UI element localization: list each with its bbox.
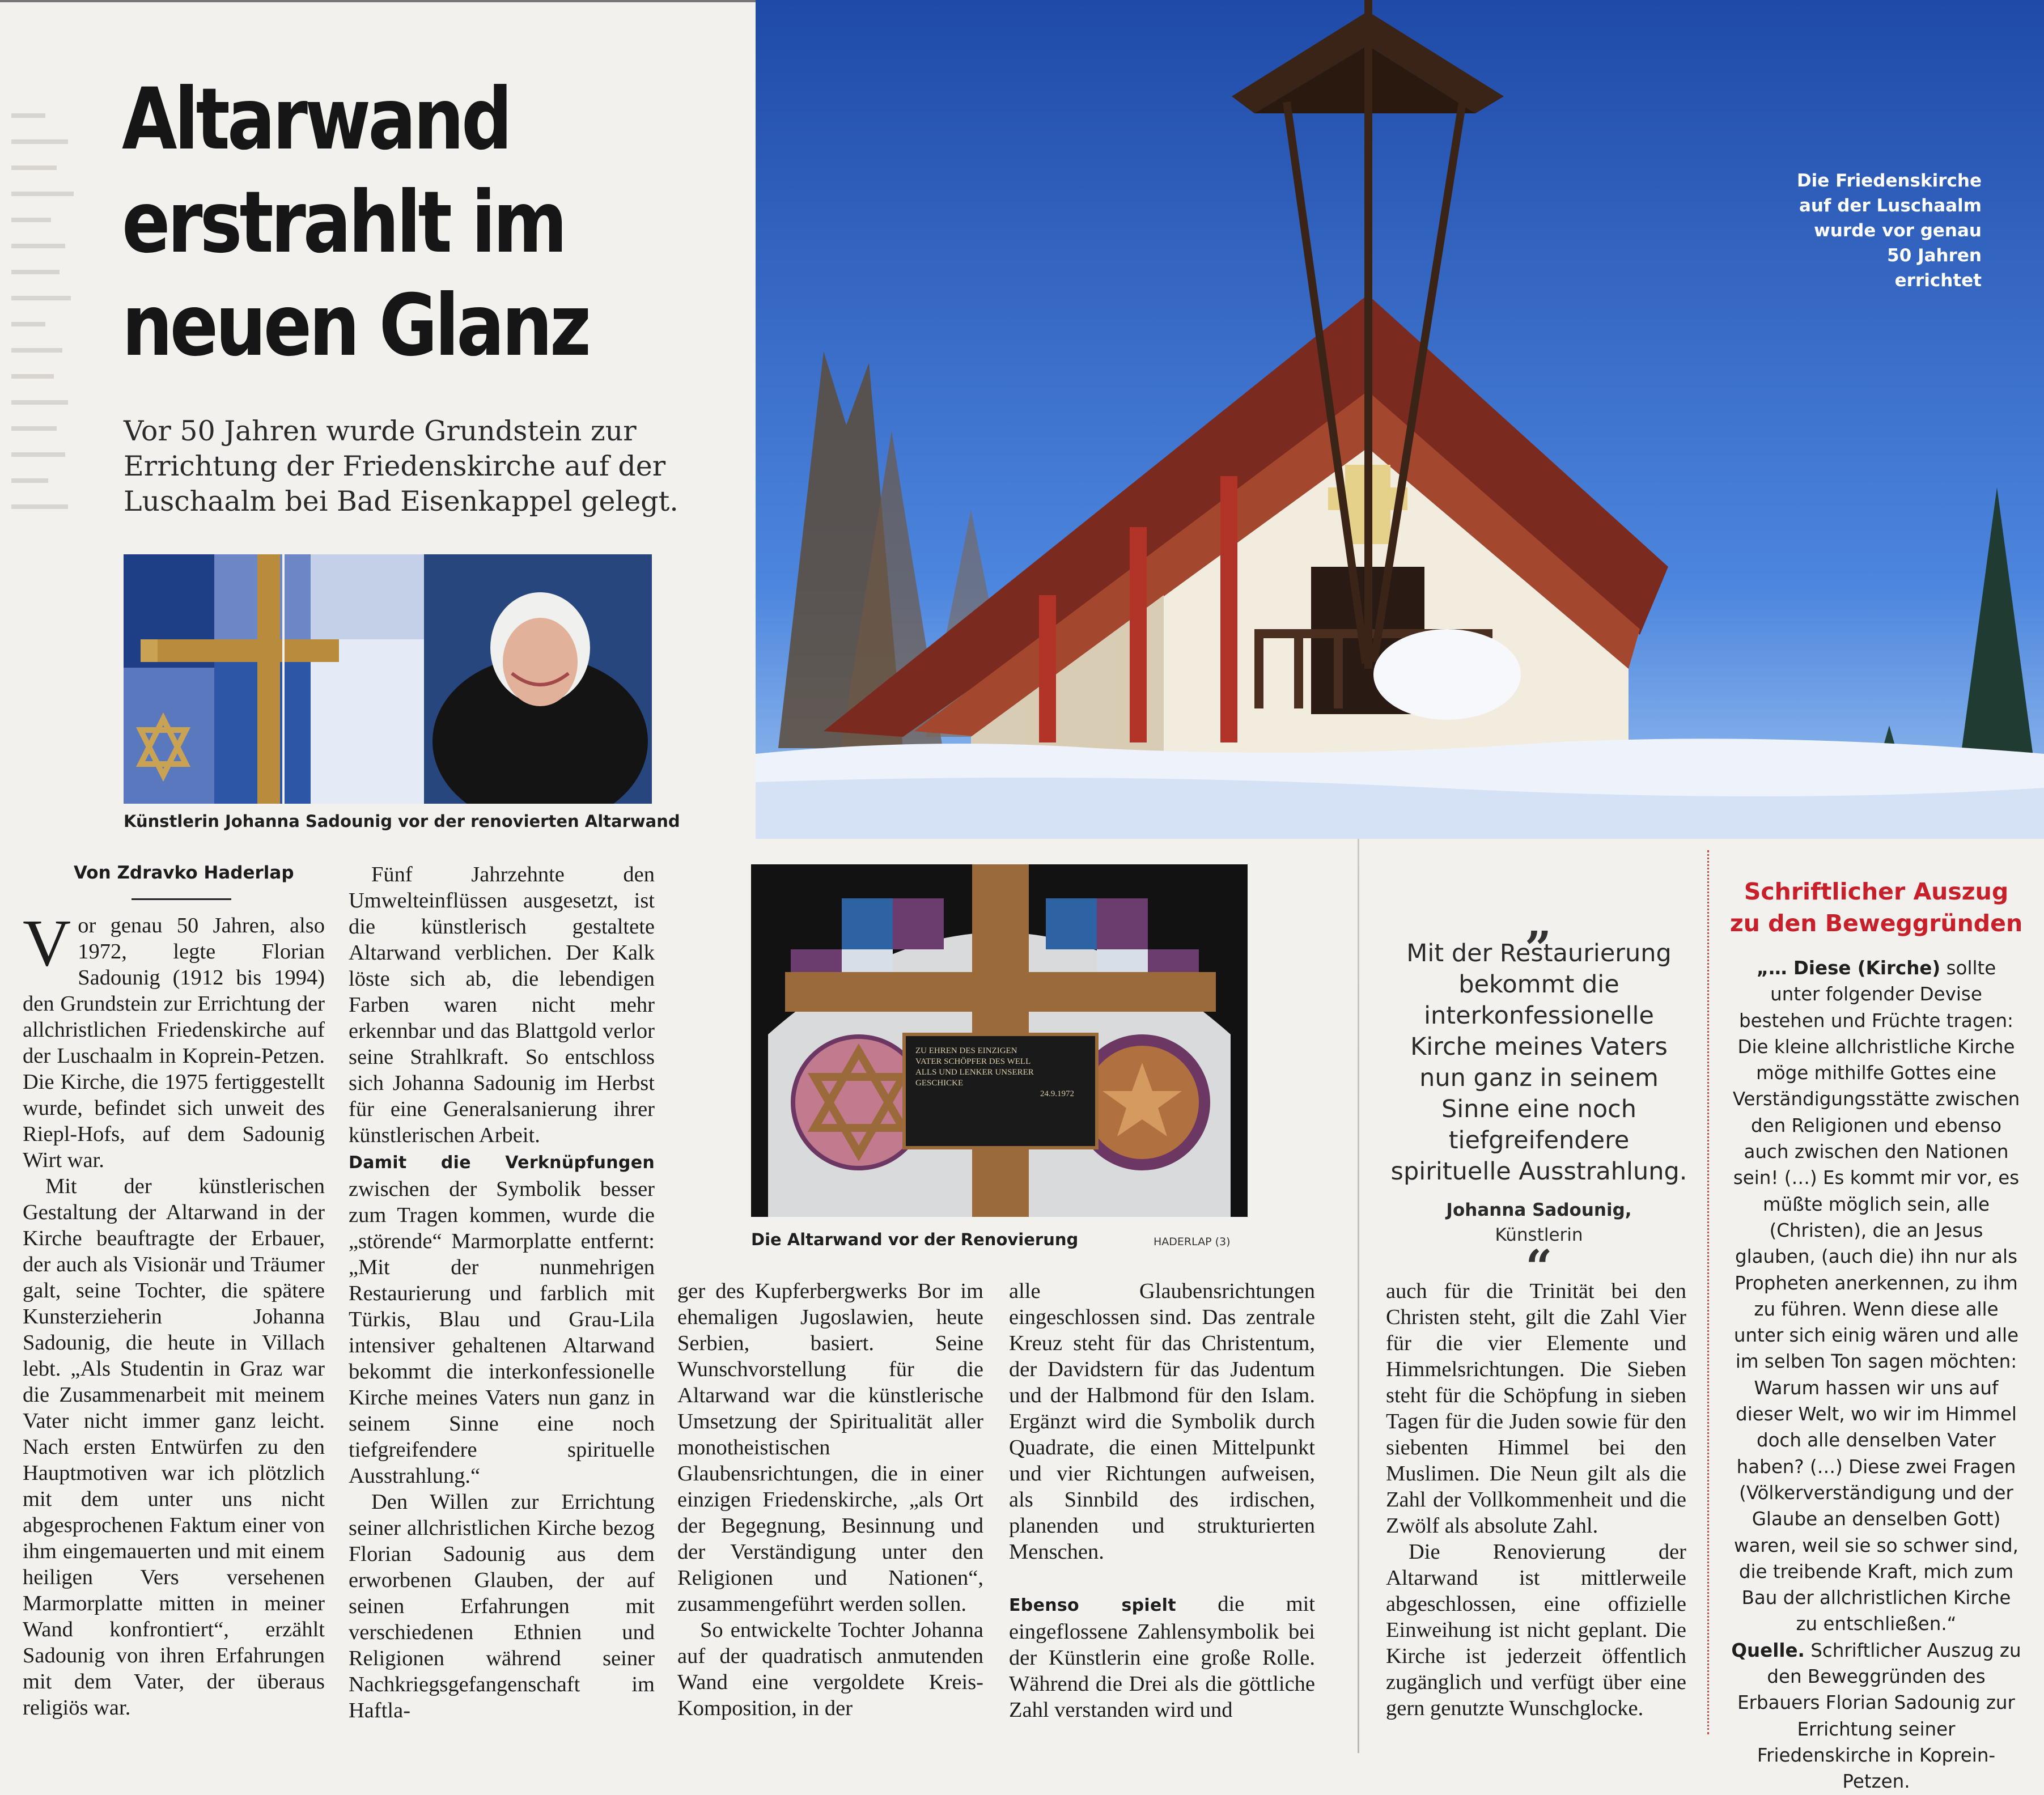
col5-paragraph-2: Die Renovierung der Altarwand ist mittlerweile abgeschlossen, eine offizielle Einweihung ist nicht geplant. Die Kirche ist jederzeit öffentlich zugänglich und verfügt über eine gern genutzte Wunschglocke. — [1386, 1540, 1686, 1720]
headline-line-1: Altarwand — [122, 70, 510, 169]
headline — [122, 68, 617, 377]
quote-close-mark: “ — [1525, 1240, 1553, 1295]
marble-plaque-text — [915, 1046, 1085, 1100]
byline: Von Zdravko Haderlap — [74, 863, 294, 883]
text-column-3 — [677, 1278, 983, 1721]
photo-credit: HADERLAP (3) — [1154, 1236, 1231, 1248]
col2-run-in: Damit die Verknüpfungen — [349, 1153, 655, 1173]
sidebar-heading-line-1: Schriftlicher Auszug — [1744, 878, 2009, 905]
headline-line-3: neuen Glanz — [122, 277, 589, 375]
pull-quote — [1386, 895, 1692, 1295]
text-column-1 — [23, 906, 325, 1721]
quote-open-mark: „ — [1525, 895, 1553, 949]
col3-paragraph-1: ger des Kupferbergwerks Bor im ehemaligen Jugoslawien, heute Serbien, basiert. Seine Wunschvorstellung für die Altarwand war die künstlerische Umsetzung der Spiritualität aller monotheistischen Glaubensrichtungen, die in einer einzigen Friedenskirche, „als Ort der Begegnung, Besinnung und der Verständigung unter den Religionen und Nationen“, zusammengeführt werden sollen. — [677, 1279, 983, 1616]
quote-role: Künstlerin — [1495, 1225, 1583, 1245]
sidebar-source: Schriftlicher Auszug zu den Beweggründen des Erbauers Florian Sadounig zur Errichtung seiner Friedenskirche in Koprein-Petzen. — [1737, 1639, 2021, 1793]
altar-photo — [751, 864, 1248, 1217]
col3-paragraph-2: So entwickelte Tochter Johanna auf der quadratisch anmutenden Wand eine vergoldete Kreis-Komposition, in der — [677, 1618, 983, 1720]
church-caption-line-2: auf der Luschaalm — [1799, 196, 1982, 216]
quote-text: Mit der Restaurierung bekommt die interkonfessionelle Kirche meines Vaters nun ganz in seinem Sinne eine noch tiefgreifendere spirituelle Ausstrahlung. — [1390, 939, 1687, 1186]
text-column-5 — [1386, 1278, 1686, 1721]
plaque-line-2: VATER SCHÖPFER DES WELL — [915, 1057, 1031, 1066]
headline-line-2: erstrahlt im — [122, 173, 565, 272]
portrait-photo — [124, 554, 652, 804]
col2-paragraph-3: Den Willen zur Errichtung seiner allchristlichen Kirche bezog Florian Sadounig aus dem erworbenen Glauben, der auf seinen Erfahrungen mit verschiedenen Ethnien und Religionen während seiner Nachkriegsgefangenschaft im Haftla- — [349, 1490, 655, 1722]
church-caption-line-1: Die Friedenskirche — [1796, 171, 1982, 191]
lead-paragraph: Vor 50 Jahren wurde Grundstein zur Errichtung der Friedenskirche auf der Luschaalm bei Bad Eisenkappel gelegt. — [124, 415, 678, 517]
sidebar-heading — [1723, 876, 2029, 939]
altar-caption: Die Altarwand vor der Renovierung — [751, 1230, 1079, 1249]
sidebar-quote-open: „… Diese (Kirche) — [1756, 957, 1941, 979]
left-page-remnant — [0, 113, 79, 793]
col2-paragraph-1: Fünf Jahrzehnte den Umwelteinflüssen ausgesetzt, ist die künstlerisch gestaltete Altarwand verblichen. Der Kalk löste sich ab, die lebendigen Farben waren nicht mehr erkennbar und das Blattgold verlor seine Strahlkraft. So entschloss sich Johanna Sadounig im Herbst für eine Generalsanierung ihrer künstlerischen Arbeit. — [349, 863, 655, 1147]
col2-paragraph-2: zwischen der Symbolik besser zum Tragen kommen, wurde die „störende“ Marmorplatte entfernt: „Mit der nunmehrigen Restaurierung und farblich mit Türkis, Blau und Grau-Lila intensiver gehaltenen Altarwand bekommt die interkonfessionelle Kirche meines Vaters nun ganz in seinem Sinne eine noch tiefgreifendere spirituelle Ausstrahlung.“ — [349, 1177, 655, 1488]
sidebar-heading-line-2: zu den Beweggründen — [1729, 910, 2023, 937]
plaque-line-4: GESCHICKE — [915, 1079, 964, 1088]
col1-paragraph-1: or genau 50 Jahren, also 1972, legte Florian Sadounig (1912 bis 1994) den Grundstein zur Errichtung der allchristlichen Friedenskirche auf der Luschaalm in Koprein-Petzen. Die Kirche, die 1975 fertiggestellt wurde, befindet sich unweit des Riepl-Hofs, auf dem Sadounig Wirt war. — [23, 914, 325, 1172]
sidebar-source-label: Quelle. — [1731, 1639, 1805, 1661]
text-column-4 — [1009, 1278, 1315, 1723]
quote-author: Johanna Sadounig, — [1446, 1200, 1632, 1220]
sidebar-text: sollte unter folgender Devise bestehen und Früchte tragen: Die kleine allchristliche Kirche möge mithilfe Gottes eine Verständigungsstätte zwischen den Religionen und ebenso auch zwischen den Nationen sein! (…) Es kommt mir vor, es müßte möglich sein, alle (Christen), die an Jesus glauben, (auch die) ihn nur als Propheten anerkennen, zu ihm zu führen. Wenn diese alle unter sich einig wären und alle im selben Ton sagen möchten: Warum hassen wir uns auf dieser Welt, wo wir im Himmel doch alle denselben Vater haben? (…) Diese zwei Fragen (Völkerverständigung und der Glaube an denselben Gott) waren, weil sie so schwer sind, die treibende Kraft, mich zum Bau der allchristlichen Kirche zu entschließen.“ — [1732, 957, 2020, 1635]
sidebar-divider — [1707, 850, 1711, 1734]
byline-rule — [132, 898, 231, 900]
col4-paragraph-2: die mit eingeflossene Zahlensymbolik bei der Künstlerin eine große Rolle. Während die Drei als die göttliche Zahl verstanden wird und — [1009, 1592, 1315, 1722]
text-column-2 — [349, 862, 655, 1724]
church-photo-caption — [1795, 168, 1982, 293]
plaque-line-1: ZU EHREN DES EINZIGEN — [915, 1046, 1017, 1055]
col4-run-in: Ebenso spielt — [1009, 1595, 1176, 1615]
col1-paragraph-2: Mit der künstlerischen Gestaltung der Altarwand in der Kirche beauftragte der Erbauer, der auch als Visionär und Träumer galt, seine Tochter, die spätere Kunsterzieherin Johanna Sadounig, die heute in Villach lebt. „Als Studentin in Graz war die Zusammenarbeit mit meinem Vater nicht immer ganz leicht. Nach ersten Entwürfen zu den Hauptmotiven war ich plötzlich mit dem unter uns nicht abgesprochenen Faktum einer von ihm eingemauerten und mit einem heiligen Vers versehenen Marmorplatte mitten in meiner Wand konfrontiert“, erzählt Sadounig von ihren Erfahrungen mit dem Vater, der überaus religiös war. — [23, 1174, 325, 1720]
sidebar-body — [1729, 955, 2024, 1795]
portrait-caption: Künstlerin Johanna Sadounig vor der renovierten Altarwand — [124, 812, 680, 831]
church-caption-line-4: 50 Jahren errichtet — [1887, 245, 1982, 291]
drop-cap: V — [23, 906, 71, 980]
church-caption-line-3: wurde vor genau — [1814, 220, 1982, 241]
col4-paragraph-1: alle Glaubensrichtungen eingeschlossen sind. Das zentrale Kreuz steht für das Christentum, der Davidstern für das Judentum und der Halbmond für den Islam. Ergänzt wird die Symbolik durch Quadrate, die einen Mittelpunkt und vier Richtungen aufweisen, als Sinnbild des irdischen, planenden und strukturierten Menschen. — [1009, 1279, 1315, 1564]
col5-paragraph-1: auch für die Trinität bei den Christen steht, gilt die Zahl Vier für die vier Elemente und Himmelsrichtungen. Die Sieben steht für die Schöpfung in sieben Tagen für die Juden sowie für den siebenten Himmel bei den Muslimen. Die Neun gilt als die Zahl der Vollkommenheit und die Zwölf als absolute Zahl. — [1386, 1279, 1686, 1538]
church-photo — [756, 0, 2044, 839]
plaque-line-3: ALLS UND LENKER UNSERER — [915, 1068, 1034, 1077]
plaque-line-5: 24.9.1972 — [1040, 1089, 1074, 1098]
